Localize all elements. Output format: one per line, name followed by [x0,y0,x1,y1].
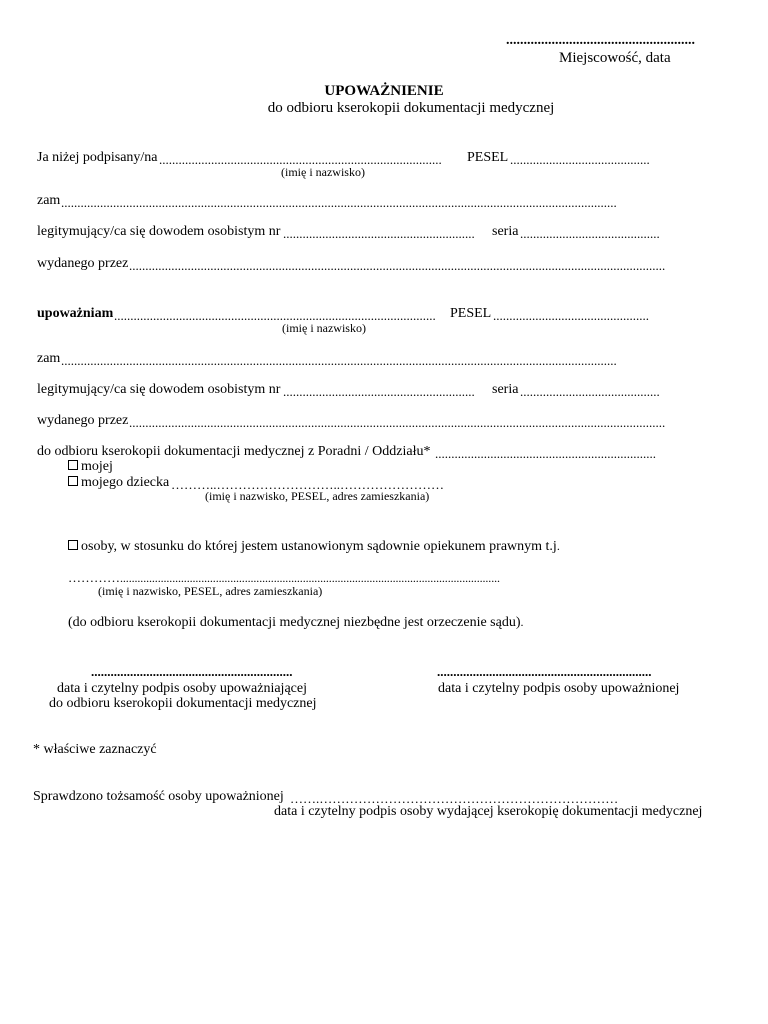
option-mine-label: mojej [81,459,113,474]
id-label-2: legitymujący/ca się dowodem osobistym nr [37,382,281,397]
signature-label-right: data i czytelny podpis osoby upoważnionej [438,681,680,696]
series-label-1: seria [492,224,519,239]
place-date-label: Miejscowość, data [559,50,671,66]
verification-signature-field[interactable]: …….…………………………………………………………… [290,792,619,805]
id-number-field-1[interactable]: ........................................................... [283,227,475,240]
address-field-2[interactable]: ........................................................................................................................................................................... [61,354,617,367]
issued-label-2: wydanego przez [37,413,129,428]
pesel-field-1[interactable]: ........................................... [510,153,650,166]
child-details-hint: (imię i nazwisko, PESEL, adres zamieszkania) [205,489,430,503]
ward-dots-a: ………… [68,570,120,585]
id-number-field-2[interactable]: ........................................................... [283,385,475,398]
undersigned-label: Ja niżej podpisany/na [37,150,158,165]
checkbox-mine[interactable] [68,460,78,470]
verification-hint: data i czytelny podpis osoby wydającej kserokopię dokumentacji medycznej [274,804,703,819]
clinic-field[interactable]: .................................................................... [435,447,656,460]
document-subtitle: do odbioru kserokopii dokumentacji medycznej [267,100,555,116]
authorize-label: upoważniam [37,306,114,321]
option-child-label: mojego dziecka [81,475,170,490]
checkbox-child[interactable] [68,476,78,486]
issued-by-field-1[interactable]: ..................................................................................................................................................................... [129,259,666,272]
verification-label: Sprawdzono tożsamość osoby upoważnionej [33,789,284,804]
ward-details-field[interactable] [68,571,500,584]
address-label-2: zam [37,351,61,366]
court-note [68,616,524,630]
pesel-label-1: PESEL [467,150,509,165]
pesel-field-2[interactable]: ................................................ [493,309,649,322]
issued-label-1: wydanego przez [37,256,129,271]
name-hint-2: (imię i nazwisko) [282,321,366,335]
signature-line-right[interactable]: .................................................................. [437,664,652,679]
purpose-label: do odbioru kserokopii dokumentacji medycznej z Poradni / Oddziału* [37,444,431,459]
option-ward[interactable] [68,540,560,554]
option-ward-label: osoby, w stosunku do której jestem ustanowionym sądownie opiekunem prawnym t.j [81,539,557,554]
series-field-1[interactable]: ........................................... [520,227,660,240]
checkbox-ward[interactable] [68,540,78,550]
option-child[interactable] [68,476,169,490]
option-ward-end: . [556,539,560,553]
series-field-2[interactable]: ........................................... [520,385,660,398]
address-label-1: zam [37,193,61,208]
child-details-field[interactable]: ………..………………………..…………………… [171,478,444,491]
undersigned-name-field[interactable]: ....................................................................................... [159,153,442,166]
court-note-text: (do odbioru kserokopii dokumentacji medycznej niezbędne jest orzeczenie sądu) [68,615,521,630]
name-hint-1: (imię i nazwisko) [281,165,365,179]
ward-dots-b: ................................................................................................................................... [120,571,500,585]
option-mine[interactable] [68,460,113,474]
signature-label-left-2: do odbioru kserokopii dokumentacji medycznej [49,696,317,711]
court-note-end: . [520,615,524,629]
place-date-line: ...................................................... [506,33,695,48]
address-field-1[interactable]: ........................................................................................................................................................................... [61,196,617,209]
signature-label-left-1: data i czytelny podpis osoby upoważniającej [57,681,307,696]
footnote: * właściwe zaznaczyć [33,742,157,757]
id-label-1: legitymujący/ca się dowodem osobistym nr [37,224,281,239]
issued-by-field-2[interactable]: ..................................................................................................................................................................... [129,416,666,429]
ward-details-hint: (imię i nazwisko, PESEL, adres zamieszkania) [98,584,323,598]
pesel-label-2: PESEL [450,306,492,321]
document-title: UPOWAŻNIENIE [324,83,444,99]
series-label-2: seria [492,382,519,397]
authorized-name-field[interactable]: ................................................................................................... [114,309,436,322]
signature-line-left[interactable]: .............................................................. [91,664,293,679]
